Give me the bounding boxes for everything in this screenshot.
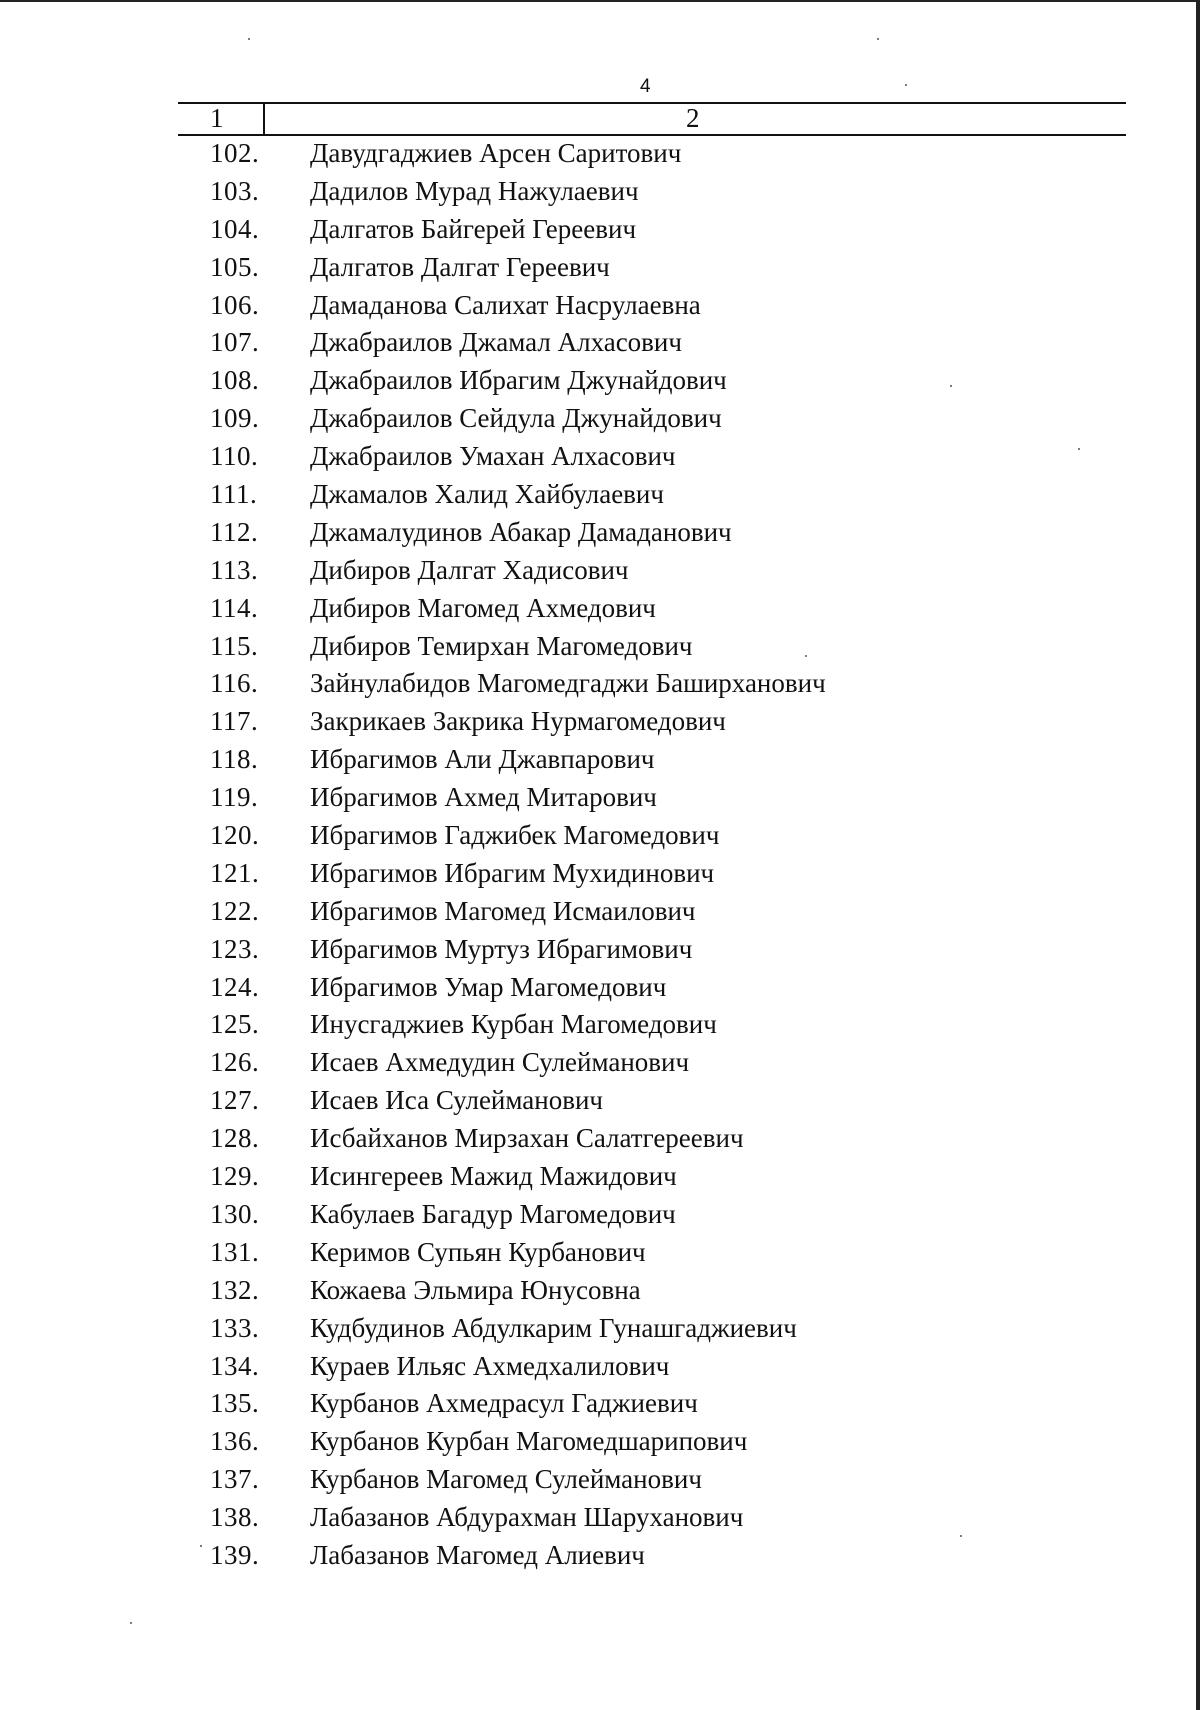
list-item-number: 133. <box>210 1312 260 1343</box>
list-item-name: Ибрагимов Ибрагим Мухидинович <box>310 857 715 888</box>
list-item-name: Исаев Иса Сулейманович <box>310 1085 603 1116</box>
list-item-name: Джабраилов Сейдула Джунайдович <box>310 403 722 434</box>
list-item-number: 139. <box>210 1539 260 1570</box>
list-item <box>0 553 1200 591</box>
list-item <box>0 250 1200 288</box>
list-item <box>0 629 1200 667</box>
name-list <box>0 136 1200 1576</box>
list-item <box>0 1424 1200 1462</box>
list-item <box>0 1045 1200 1083</box>
list-item-number: 132. <box>210 1274 260 1305</box>
list-item <box>0 1311 1200 1349</box>
list-item-name: Кожаева Эльмира Юнусовна <box>310 1274 641 1305</box>
list-item-name: Дибиров Темирхан Магомедович <box>310 630 693 661</box>
page-number: 4 <box>640 76 651 97</box>
list-item <box>0 1538 1200 1576</box>
scan-border-top <box>0 0 1200 2</box>
list-item-number: 137. <box>210 1464 260 1495</box>
list-item-name: Курбанов Магомед Сулейманович <box>310 1464 702 1495</box>
list-item-number: 122. <box>210 895 260 926</box>
list-item-number: 123. <box>210 933 260 964</box>
list-item <box>0 1007 1200 1045</box>
list-item-number: 125. <box>210 1009 260 1040</box>
scan-speck <box>130 1622 132 1624</box>
scan-speck <box>248 38 250 40</box>
list-item-name: Джабраилов Умахан Алхасович <box>310 441 676 472</box>
list-item <box>0 1083 1200 1121</box>
list-item-name: Далгатов Далгат Гереевич <box>310 251 610 282</box>
list-item-name: Давудгаджиев Арсен Саритович <box>310 138 682 168</box>
list-item-name: Курбанов Курбан Магомедшарипович <box>310 1426 748 1457</box>
list-item-name: Кабулаев Багадур Магомедович <box>310 1198 676 1229</box>
list-item-name: Дибиров Магомед Ахмедович <box>310 592 656 623</box>
list-item <box>0 1349 1200 1387</box>
list-item-name: Инусгаджиев Курбан Магомедович <box>310 1009 717 1040</box>
list-item-number: 112. <box>210 516 259 547</box>
list-item <box>0 704 1200 742</box>
list-item-number: 135. <box>210 1388 260 1419</box>
list-item <box>0 742 1200 780</box>
list-item-name: Дадилов Мурад Нажулаевич <box>310 175 639 206</box>
list-item-number: 127. <box>210 1085 260 1116</box>
list-item-name: Исингереев Мажид Мажидович <box>310 1161 677 1192</box>
scan-speck <box>905 84 907 86</box>
list-item-name: Джамалов Халид Хайбулаевич <box>310 479 664 510</box>
list-item-number: 119. <box>210 782 259 813</box>
list-item-number: 114. <box>210 592 259 623</box>
list-item-number: 104. <box>210 213 260 244</box>
list-item <box>0 1121 1200 1159</box>
list-item <box>0 894 1200 932</box>
list-item <box>0 1500 1200 1538</box>
list-item-number: 113. <box>210 554 259 585</box>
list-item-number: 130. <box>210 1198 260 1229</box>
list-item <box>0 666 1200 704</box>
list-item-number: 118. <box>210 744 259 775</box>
list-item <box>0 1273 1200 1311</box>
list-item-name: Лабазанов Абдурахман Шаруханович <box>310 1502 744 1533</box>
list-item-number: 126. <box>210 1047 260 1078</box>
list-item-number: 138. <box>210 1502 260 1533</box>
list-item-number: 136. <box>210 1426 260 1457</box>
list-item-number: 128. <box>210 1123 260 1154</box>
list-item-number: 116. <box>210 668 259 699</box>
list-item <box>0 780 1200 818</box>
list-item-number: 106. <box>210 289 260 320</box>
list-item <box>0 477 1200 515</box>
list-item <box>0 174 1200 212</box>
list-item-number: 131. <box>210 1236 260 1267</box>
list-item-name: Далгатов Байгерей Гереевич <box>310 213 637 244</box>
list-item-name: Дибиров Далгат Хадисович <box>310 554 629 585</box>
list-item-name: Ибрагимов Магомед Исмаилович <box>310 895 696 926</box>
list-item-number: 121. <box>210 857 260 888</box>
list-item-number: 108. <box>210 365 260 396</box>
list-item-number: 110. <box>210 441 259 472</box>
column-header-2: 2 <box>686 103 700 133</box>
table-header-column-divider <box>263 102 265 136</box>
list-item-name: Курбанов Ахмедрасул Гаджиевич <box>310 1388 698 1419</box>
list-item-number: 115. <box>210 630 259 661</box>
list-item <box>0 325 1200 363</box>
list-item <box>0 591 1200 629</box>
list-item-number: 129. <box>210 1161 260 1192</box>
list-item <box>0 1159 1200 1197</box>
list-item-name: Лабазанов Магомед Алиевич <box>310 1539 645 1570</box>
list-item-name: Ибрагимов Али Джавпарович <box>310 744 655 775</box>
list-item-name: Джамалудинов Абакар Дамаданович <box>310 516 732 547</box>
list-item-name: Ибрагимов Ахмед Митарович <box>310 782 657 813</box>
list-item <box>0 1197 1200 1235</box>
list-item <box>0 288 1200 326</box>
column-header-1: 1 <box>210 103 224 133</box>
list-item-number: 103. <box>210 175 260 206</box>
list-item-name: Закрикаев Закрика Нурмагомедович <box>310 706 726 737</box>
list-item-name: Ибрагимов Умар Магомедович <box>310 971 667 1002</box>
list-item-name: Зайнулабидов Магомедгаджи Баширханович <box>310 668 826 699</box>
list-item <box>0 1386 1200 1424</box>
list-item <box>0 363 1200 401</box>
list-item-name: Джабраилов Джамал Алхасович <box>310 327 682 358</box>
list-item <box>0 439 1200 477</box>
list-item-number: 111. <box>210 479 258 510</box>
list-item-name: Дамаданова Салихат Насрулаевна <box>310 289 701 320</box>
list-item <box>0 136 1200 174</box>
list-item <box>0 212 1200 250</box>
list-item-number: 102. <box>210 138 260 168</box>
list-item-name: Исаев Ахмедудин Сулейманович <box>310 1047 690 1078</box>
list-item-name: Джабраилов Ибрагим Джунайдович <box>310 365 727 396</box>
list-item-name: Ибрагимов Муртуз Ибрагимович <box>310 933 693 964</box>
list-item <box>0 970 1200 1008</box>
list-item-name: Кудбудинов Абдулкарим Гунашгаджиевич <box>310 1312 797 1343</box>
list-item <box>0 515 1200 553</box>
list-item <box>0 1235 1200 1273</box>
list-item-number: 120. <box>210 820 260 851</box>
list-item <box>0 1462 1200 1500</box>
table-header-top-rule <box>178 102 1126 104</box>
list-item-number: 107. <box>210 327 260 358</box>
list-item-number: 124. <box>210 971 260 1002</box>
list-item-name: Ибрагимов Гаджибек Магомедович <box>310 820 720 851</box>
list-item <box>0 932 1200 970</box>
list-item-number: 109. <box>210 403 260 434</box>
list-item-name: Керимов Супьян Курбанович <box>310 1236 646 1267</box>
list-item-number: 134. <box>210 1350 260 1381</box>
list-item-name: Кураев Ильяс Ахмедхалилович <box>310 1350 670 1381</box>
scan-speck <box>877 38 879 40</box>
list-item-number: 105. <box>210 251 260 282</box>
list-item-name: Исбайханов Мирзахан Салатгереевич <box>310 1123 744 1154</box>
list-item <box>0 856 1200 894</box>
list-item-number: 117. <box>210 706 259 737</box>
list-item <box>0 401 1200 439</box>
list-item <box>0 818 1200 856</box>
